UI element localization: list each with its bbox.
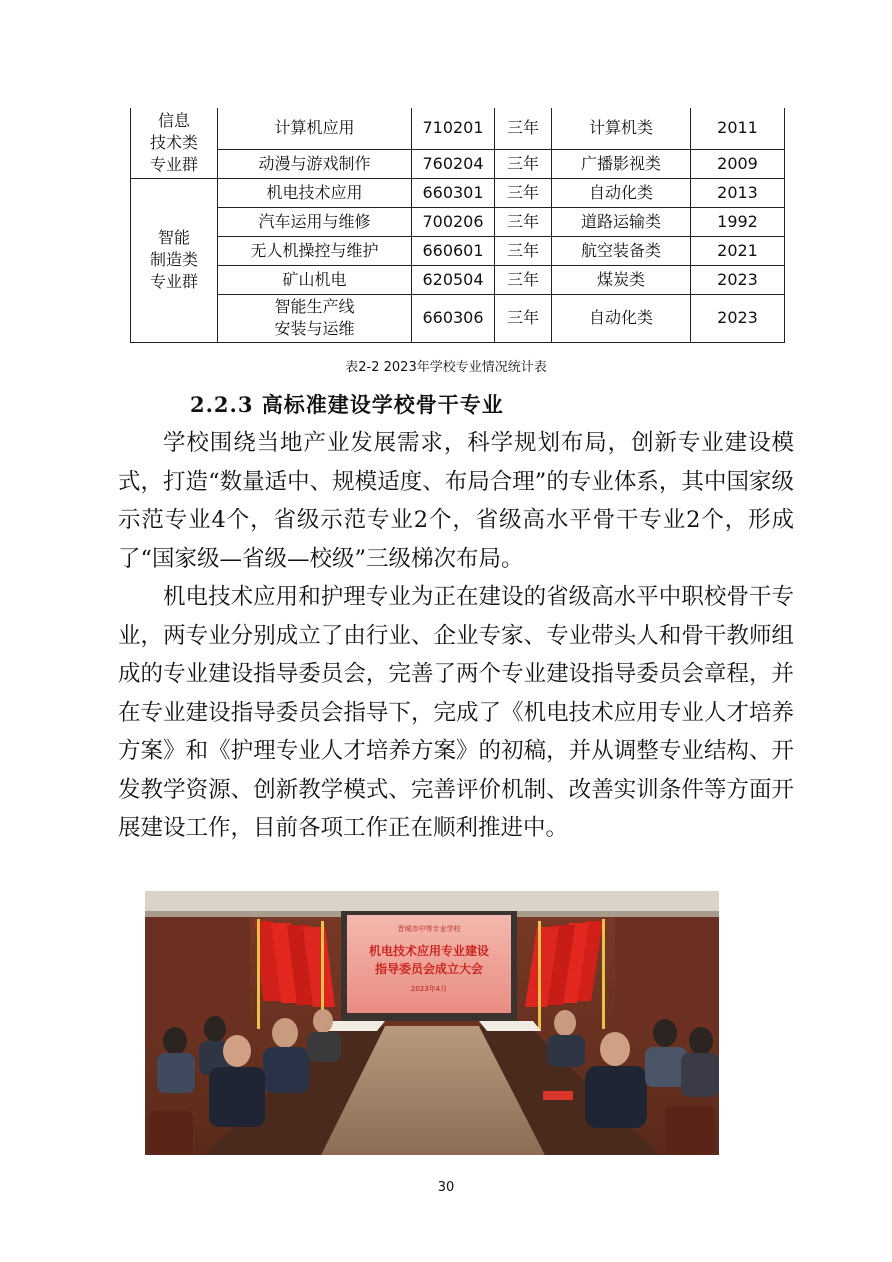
table-caption: 表2-2 2023年学校专业情况统计表 [345, 360, 547, 375]
year-cell: 2011 [691, 108, 785, 149]
group-name-cell: 信息 技术类 专业群 [131, 108, 218, 178]
year-cell: 1992 [691, 207, 785, 236]
year-cell: 2013 [691, 178, 785, 207]
major-cell: 汽车运用与维修 [218, 207, 412, 236]
banner-title-line1: 机电技术应用专业建设 [368, 944, 490, 958]
duration-cell: 三年 [495, 108, 552, 149]
duration-cell: 三年 [495, 294, 552, 342]
banner-school-text: 晋城市中等专业学校 [397, 925, 461, 933]
section-heading: 2.2.3 高标准建设学校骨干专业 [190, 392, 504, 417]
major-cell: 矿山机电 [218, 265, 412, 294]
category-cell: 计算机类 [552, 108, 691, 149]
table-row [131, 149, 785, 178]
duration-cell: 三年 [495, 149, 552, 178]
majors-table [130, 108, 785, 343]
major-cell: 无人机操控与维护 [218, 236, 412, 265]
meeting-photo [145, 891, 719, 1155]
code-cell: 710201 [412, 108, 495, 149]
table-row [131, 294, 785, 342]
table-row [131, 178, 785, 207]
table-row [131, 108, 785, 149]
code-cell: 700206 [412, 207, 495, 236]
table-row [131, 236, 785, 265]
code-cell: 660601 [412, 236, 495, 265]
major-cell: 机电技术应用 [218, 178, 412, 207]
duration-cell: 三年 [495, 207, 552, 236]
group-name-cell: 智能 制造类 专业群 [131, 178, 218, 342]
body-paragraph: 机电技术应用和护理专业为正在建设的省级高水平中职校骨干专业，两专业分别成立了由行业、企业专家、专业带头人和骨干教师组成的专业建设指导委员会，完善了两个专业建设指导委员会章程，并在专业建设指导委员会指导下，完成了《机电技术应用专业人才培养方案》和《护理专业人才培养方案》的初稿，并从调整专业结构、开发教学资源、创新教学模式、完善评价机制、改善实训条件等方面开展建设工作，目前各项工作正在顺利推进中。 [118, 584, 794, 841]
category-cell: 广播影视类 [552, 149, 691, 178]
page-number: 30 [437, 1180, 455, 1195]
category-cell: 煤炭类 [552, 265, 691, 294]
duration-cell: 三年 [495, 265, 552, 294]
category-cell: 自动化类 [552, 178, 691, 207]
banner-date-text: 2023年4月 [410, 985, 448, 993]
code-cell: 620504 [412, 265, 495, 294]
year-cell: 2023 [691, 294, 785, 342]
category-cell: 航空装备类 [552, 236, 691, 265]
table-row [131, 207, 785, 236]
duration-cell: 三年 [495, 236, 552, 265]
code-cell: 660301 [412, 178, 495, 207]
major-cell: 智能生产线 安装与运维 [218, 294, 412, 342]
category-cell: 自动化类 [552, 294, 691, 342]
code-cell: 660306 [412, 294, 495, 342]
major-cell: 动漫与游戏制作 [218, 149, 412, 178]
table-row [131, 265, 785, 294]
banner-title-line2: 指导委员会成立大会 [374, 962, 484, 976]
year-cell: 2009 [691, 149, 785, 178]
major-cell: 计算机应用 [218, 108, 412, 149]
year-cell: 2021 [691, 236, 785, 265]
body-paragraph: 学校围绕当地产业发展需求，科学规划布局，创新专业建设模式，打造“数量适中、规模适度、布局合理”的专业体系，其中国家级示范专业4个，省级示范专业2个，省级高水平骨干专业2个，形成了“国家级—省级—校级”三级梯次布局。 [118, 430, 794, 572]
year-cell: 2023 [691, 265, 785, 294]
duration-cell: 三年 [495, 178, 552, 207]
code-cell: 760204 [412, 149, 495, 178]
category-cell: 道路运输类 [552, 207, 691, 236]
